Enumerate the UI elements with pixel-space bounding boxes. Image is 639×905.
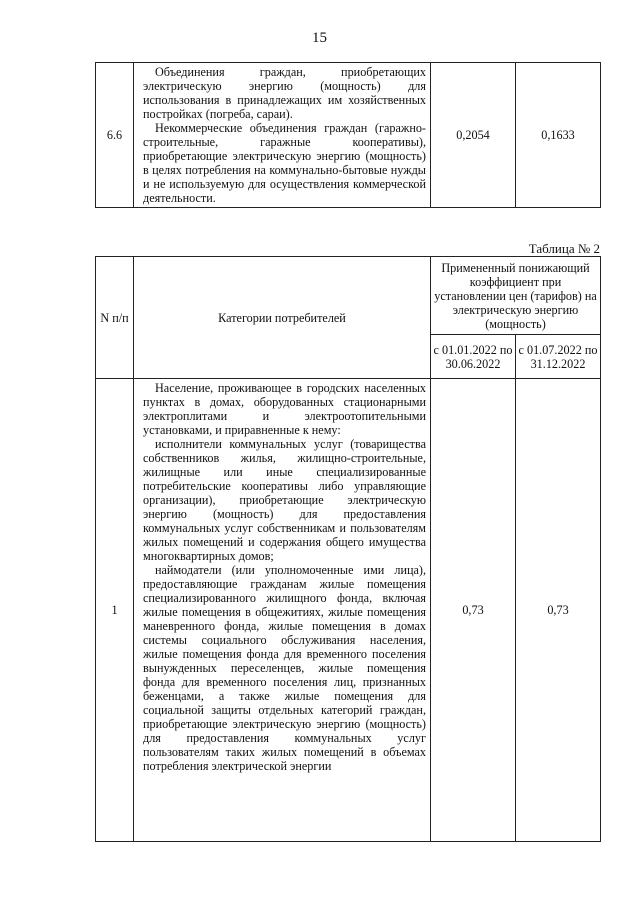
category-paragraph: Объединения граждан, приобретающих электрическую энергию (мощность) для использования в принадлежащих им хозяйственных постройках (погреба, сараи). (143, 65, 426, 121)
category-paragraph: Население, проживающее в городских населенных пунктах в домах, оборудованных стационарными электроплитами и электроотопительными установками, и приравненные к нему: (143, 381, 426, 437)
header-category: Категории потребителей (134, 257, 431, 379)
table-row (96, 63, 601, 208)
coef-period2: 0,73 (516, 379, 601, 842)
row-number: 6.6 (96, 63, 134, 208)
category-paragraph: Некоммерческие объединения граждан (гаражно-строительные, гаражные кооперативы), приобретающие электрическую энергию (мощность) в целях потребления на коммунально-бытовые нужды и не используемую для осуществления коммерческой деятельности. (143, 121, 426, 205)
coef-period2: 0,1633 (516, 63, 601, 208)
header-period2: с 01.07.2022 по 31.12.2022 (516, 335, 601, 379)
row-number: 1 (96, 379, 134, 842)
coef-period1: 0,2054 (431, 63, 516, 208)
table-caption: Таблица № 2 (528, 241, 600, 256)
page-number: 15 (312, 30, 327, 46)
header-coefficient: Примененный понижающий коэффициент при установлении цен (тарифов) на электрическую энергию (мощность) (431, 257, 601, 335)
category-cell (134, 63, 431, 208)
tariff-table-continuation (95, 62, 601, 208)
header-row (96, 257, 601, 335)
category-paragraph: наймодатели (или уполномоченные ими лица), предоставляющие гражданам жилые помещения специализированного жилищного фонда, включая жилые помещения в общежитиях, жилые помещения маневренного фонда, жилые помещения в домах системы социального обслуживания населения, жилые помещения фонда для временного поселения вынужденных переселенцев, жилые помещения фонда для временного поселения лиц, признанных беженцами, а также жилые помещения для социальной защиты отдельных категорий граждан, приобретающие электрическую энергию (мощность) для предоставления коммунальных услуг пользователям таких жилых помещений в объемах потребления электрической энергии (143, 563, 426, 773)
table-row (96, 379, 601, 842)
header-period1: с 01.01.2022 по 30.06.2022 (431, 335, 516, 379)
coef-period1: 0,73 (431, 379, 516, 842)
category-cell (134, 379, 431, 842)
tariff-table-2 (95, 256, 601, 842)
header-num: N п/п (96, 257, 134, 379)
category-paragraph: исполнители коммунальных услуг (товарищества собственников жилья, жилищно-строительные, жилищные или иные специализированные потребительские кооперативы либо управляющие организации), приобретающие электрическую энергию (мощность) для предоставления коммунальных услуг собственникам и пользователям жилых помещений и содержания общего имущества многоквартирных домов; (143, 437, 426, 563)
